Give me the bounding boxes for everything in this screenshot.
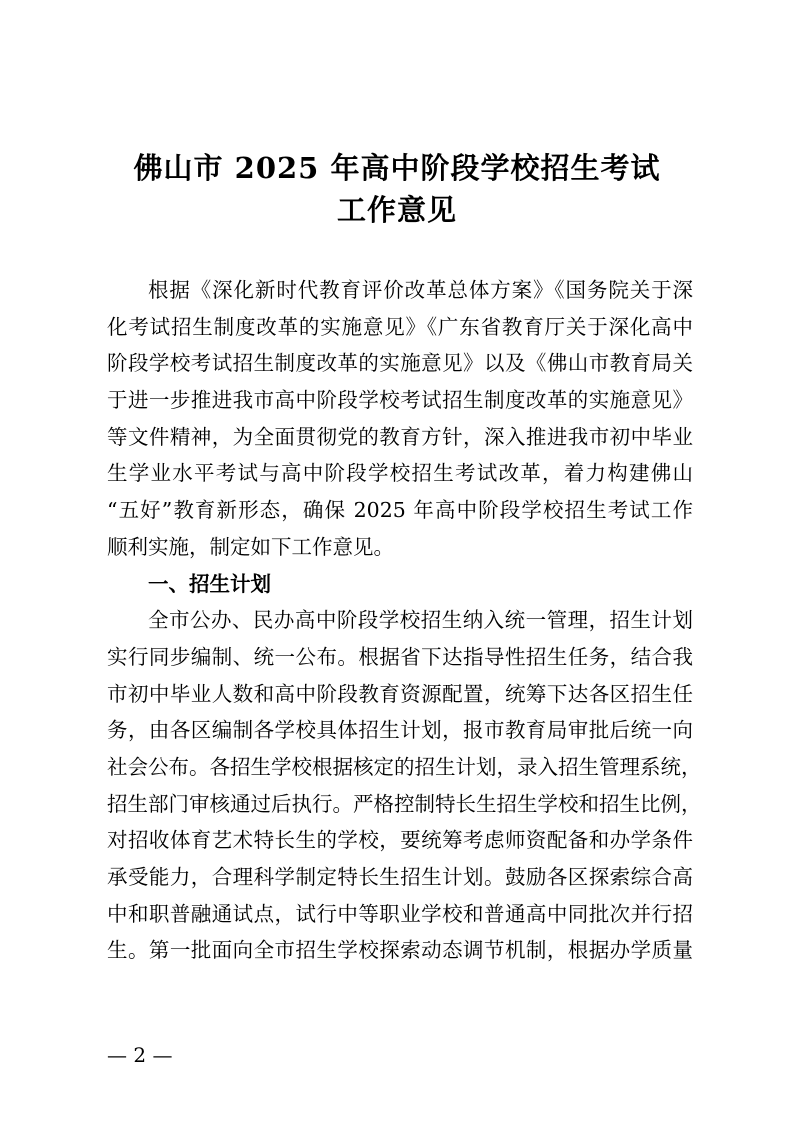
body-line: 于进一步推进我市高中阶段学校考试招生制度改革的实施意见》 <box>107 388 693 413</box>
body-line: 全市公办、民办高中阶段学校招生纳入统一管理，招生计划 <box>148 608 693 633</box>
body-line: 等文件精神，为全面贯彻党的教育方针，深入推进我市初中毕业 <box>107 424 693 449</box>
document-title-line-2: 工作意见 <box>336 193 457 227</box>
body-line: 承受能力，合理科学制定特长生招生计划。鼓励各区探索综合高 <box>107 865 693 889</box>
body-line: 对招收体育艺术特长生的学校，要统筹考虑师资配备和办学条件 <box>107 828 693 853</box>
body-line: 化考试招生制度改革的实施意见》《广东省教育厅关于深化高中 <box>107 314 693 339</box>
body-line: 阶段学校考试招生制度改革的实施意见》以及《佛山市教育局关 <box>107 351 693 376</box>
body-line: 中和职普融通试点，试行中等职业学校和普通高中同批次并行招 <box>107 901 693 926</box>
body-line: 生学业水平考试与高中阶段学校招生考试改革，着力构建佛山 <box>107 461 693 486</box>
body-line: 实行同步编制、统一公布。根据省下达指导性招生任务，结合我 <box>107 644 693 669</box>
document-body <box>107 272 702 969</box>
document-title-line-1: 佛山市 2025 年高中阶段学校招生考试 <box>133 151 661 185</box>
body-line: 根据《深化新时代教育评价改革总体方案》《国务院关于深 <box>148 278 693 302</box>
body-line: 社会公布。各招生学校根据核定的招生计划，录入招生管理系统， <box>107 754 702 779</box>
page-number: — 2 — <box>107 1043 173 1067</box>
body-line: 顺利实施，制定如下工作意见。 <box>107 534 394 559</box>
body-line: 生。第一批面向全市招生学校探索动态调节机制，根据办学质量 <box>107 938 693 963</box>
section-heading: 一、招生计划 <box>148 571 271 596</box>
body-line: 务，由各区编制各学校具体招生计划，报市教育局审批后统一向 <box>107 718 693 743</box>
body-line: 招生部门审核通过后执行。严格控制特长生招生学校和招生比例， <box>107 791 702 816</box>
body-line: “五好”教育新形态，确保 2025 年高中阶段学校招生考试工作 <box>107 498 693 523</box>
body-line: 市初中毕业人数和高中阶段教育资源配置，统筹下达各区招生任 <box>107 681 693 706</box>
